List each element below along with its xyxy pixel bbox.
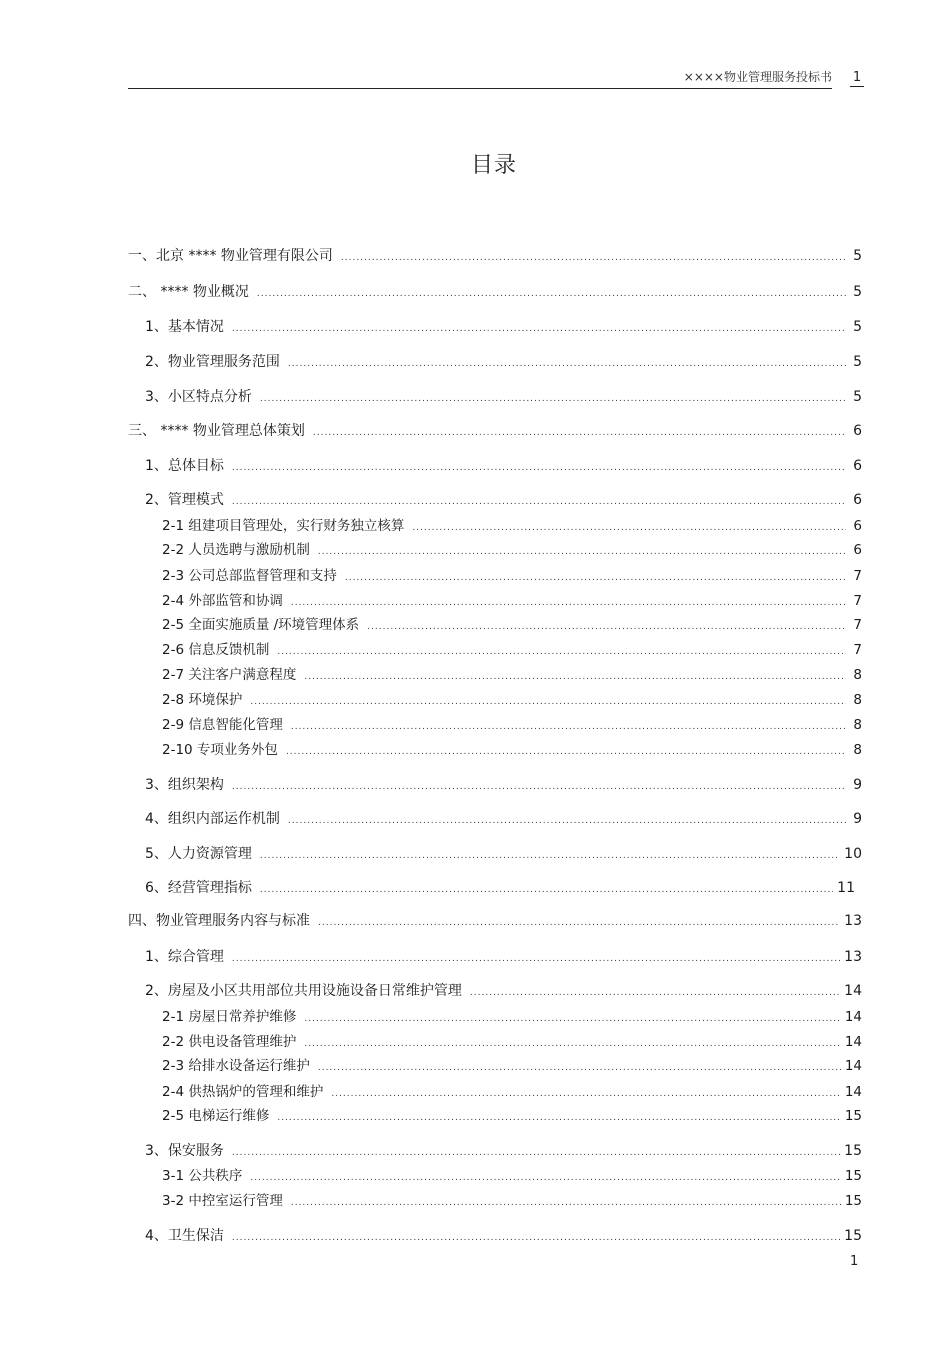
toc-entry[interactable] (162, 1056, 862, 1076)
toc-entry[interactable] (128, 911, 862, 931)
toc-leader-dots (257, 284, 846, 304)
toc-leader-dots (232, 319, 846, 339)
toc-entry-label: 一、北京 **** 物业管理有限公司 (128, 248, 333, 264)
toc-leader-dots (232, 1228, 840, 1248)
toc-entry-page: 8 (853, 742, 862, 758)
toc-entry-page: 15 (844, 1193, 862, 1209)
toc-entry-page: 10 (844, 846, 862, 862)
toc-entry-label: 4、卫生保洁 (145, 1228, 224, 1244)
toc-entry-page: 5 (853, 389, 862, 405)
toc-entry[interactable] (162, 540, 862, 560)
toc-entry-page: 11 (837, 880, 855, 896)
toc-entry[interactable] (162, 740, 862, 760)
toc-entry-label: 1、基本情况 (145, 319, 224, 335)
toc-entry-page: 8 (853, 692, 862, 708)
toc-entry[interactable] (162, 1082, 862, 1102)
toc-leader-dots (367, 617, 846, 637)
toc-entry[interactable] (145, 387, 862, 407)
toc-entry[interactable] (145, 352, 862, 372)
toc-entry-label: 2-4 供热锅炉的管理和维护 (162, 1084, 324, 1100)
toc-entry-page: 5 (853, 354, 862, 370)
toc-leader-dots (304, 667, 846, 687)
toc-entry-page: 8 (853, 667, 862, 683)
toc-leader-dots (341, 248, 846, 268)
toc-entry-page: 6 (853, 518, 862, 534)
toc-entry-page: 7 (853, 568, 862, 584)
toc-title: 目录 (470, 153, 517, 178)
toc-leader-dots (260, 389, 846, 409)
toc-entry-label: 3、保安服务 (145, 1143, 224, 1159)
toc-entry-page: 15 (844, 1228, 862, 1244)
toc-entry[interactable] (145, 1226, 862, 1246)
toc-leader-dots (232, 1143, 840, 1163)
toc-entry-label: 3、小区特点分析 (145, 389, 252, 405)
header-page-number: 1 (850, 70, 864, 87)
toc-leader-dots (470, 983, 840, 1003)
toc-leader-dots (313, 423, 846, 443)
toc-entry[interactable] (162, 1106, 862, 1126)
toc-entry-label: 2-2 人员选聘与激励机制 (162, 542, 310, 558)
toc-leader-dots (250, 692, 846, 712)
toc-entry[interactable] (128, 246, 862, 266)
toc-entry-label: 2-5 电梯运行维修 (162, 1108, 270, 1124)
toc-entry[interactable] (162, 591, 862, 611)
toc-entry-label: 2、房屋及小区共用部位共用设施设备日常维护管理 (145, 983, 462, 999)
toc-entry[interactable] (128, 421, 862, 441)
toc-entry-page: 7 (853, 593, 862, 609)
toc-entry-page: 13 (844, 949, 862, 965)
toc-leader-dots (260, 880, 833, 900)
toc-entry-label: 2-1 组建项目管理处，实行财务独立核算 (162, 518, 405, 534)
toc-entry[interactable] (145, 317, 862, 337)
toc-entry-page: 15 (844, 1143, 862, 1159)
toc-entry-label: 3-2 中控室运行管理 (162, 1193, 283, 1209)
toc-entry-page: 8 (853, 717, 862, 733)
toc-entry-page: 14 (844, 1084, 862, 1100)
toc-entry-page: 15 (844, 1108, 862, 1124)
toc-entry[interactable] (162, 566, 862, 586)
toc-leader-dots (331, 1084, 840, 1104)
toc-entry-label: 二、 **** 物业概况 (128, 284, 249, 300)
toc-entry[interactable] (145, 809, 862, 829)
toc-entry-page: 5 (853, 248, 862, 264)
toc-leader-dots (260, 846, 840, 866)
toc-entry-page: 9 (853, 811, 862, 827)
toc-entry-page: 6 (853, 492, 862, 508)
toc-entry-page: 6 (853, 542, 862, 558)
toc-leader-dots (232, 492, 846, 512)
toc-entry[interactable] (162, 516, 862, 536)
toc-entry-page: 7 (853, 617, 862, 633)
toc-entry[interactable] (162, 615, 862, 635)
toc-entry-page: 6 (853, 423, 862, 439)
toc-leader-dots (277, 1108, 840, 1128)
toc-entry-label: 1、综合管理 (145, 949, 224, 965)
toc-leader-dots (286, 742, 846, 762)
toc-entry-label: 2-5 全面实施质量 /环境管理体系 (162, 617, 360, 633)
toc-leader-dots (412, 518, 846, 538)
toc-entry-label: 四、物业管理服务内容与标准 (128, 913, 310, 929)
toc-entry-label: 2-3 公司总部监督管理和支持 (162, 568, 337, 584)
toc-entry-label: 2-7 关注客户满意程度 (162, 667, 297, 683)
toc-entry-page: 14 (844, 1058, 862, 1074)
toc-entry-label: 6、经营管理指标 (145, 880, 252, 896)
toc-entry-label: 2-4 外部监管和协调 (162, 593, 283, 609)
toc-leader-dots (291, 593, 846, 613)
toc-entry-page: 5 (853, 319, 862, 335)
toc-entry-label: 2-6 信息反馈机制 (162, 642, 270, 658)
toc-leader-dots (318, 542, 846, 562)
toc-entry-label: 2-10 专项业务外包 (162, 742, 278, 758)
toc-entry-page: 15 (844, 1168, 862, 1184)
toc-entry[interactable] (162, 1191, 862, 1211)
toc-entry[interactable] (162, 640, 862, 660)
toc-entry-label: 2-3 给排水设备运行维护 (162, 1058, 310, 1074)
toc-entry[interactable] (162, 715, 862, 735)
toc-entry-page: 14 (844, 983, 862, 999)
toc-leader-dots (291, 1193, 841, 1213)
toc-entry-page: 6 (853, 458, 862, 474)
toc-entry-label: 2-2 供电设备管理维护 (162, 1034, 297, 1050)
footer-page-number: 1 (850, 1254, 859, 1269)
toc-entry[interactable] (128, 282, 862, 302)
toc-entry-label: 1、总体目标 (145, 458, 224, 474)
toc-leader-dots (291, 717, 846, 737)
toc-entry-page: 9 (853, 777, 862, 793)
toc-entry-page: 14 (844, 1009, 862, 1025)
header-title: ××××物业管理服务投标书 (683, 70, 832, 84)
toc-leader-dots (318, 1058, 841, 1078)
toc-entry-label: 4、组织内部运作机制 (145, 811, 280, 827)
toc-leader-dots (277, 642, 846, 662)
toc-entry-label: 3-1 公共秩序 (162, 1168, 243, 1184)
toc-leader-dots (288, 811, 846, 831)
toc-entry[interactable] (145, 878, 855, 898)
toc-entry-page: 14 (844, 1034, 862, 1050)
toc-leader-dots (318, 913, 840, 933)
toc-entry-label: 5、人力资源管理 (145, 846, 252, 862)
toc-entry-label: 2、管理模式 (145, 492, 224, 508)
toc-entry[interactable] (145, 456, 862, 476)
toc-entry[interactable] (162, 1166, 862, 1186)
toc-entry[interactable] (145, 981, 862, 1001)
toc-leader-dots (232, 949, 840, 969)
toc-entry-page: 13 (844, 913, 862, 929)
toc-leader-dots (232, 458, 846, 478)
toc-leader-dots (250, 1168, 840, 1188)
toc-leader-dots (345, 568, 846, 588)
toc-entry-page: 7 (853, 642, 862, 658)
toc-entry[interactable] (162, 690, 862, 710)
toc-entry[interactable] (162, 665, 862, 685)
toc-entry[interactable] (145, 947, 862, 967)
toc-entry-label: 2、物业管理服务范围 (145, 354, 280, 370)
toc-leader-dots (304, 1034, 840, 1054)
toc-leader-dots (232, 777, 846, 797)
toc-entry-label: 三、 **** 物业管理总体策划 (128, 423, 305, 439)
toc-leader-dots (288, 354, 846, 374)
toc-entry[interactable] (162, 1007, 862, 1027)
toc-entry-page: 5 (853, 284, 862, 300)
toc-entry[interactable] (162, 1032, 862, 1052)
toc-entry[interactable] (145, 490, 862, 510)
toc-entry-label: 3、组织架构 (145, 777, 224, 793)
toc-entry[interactable] (145, 1141, 862, 1161)
toc-entry[interactable] (145, 844, 862, 864)
toc-entry-label: 2-9 信息智能化管理 (162, 717, 283, 733)
toc-entry-label: 2-1 房屋日常养护维修 (162, 1009, 297, 1025)
toc-entry[interactable] (145, 775, 862, 795)
toc-leader-dots (304, 1009, 840, 1029)
toc-entry-label: 2-8 环境保护 (162, 692, 243, 708)
